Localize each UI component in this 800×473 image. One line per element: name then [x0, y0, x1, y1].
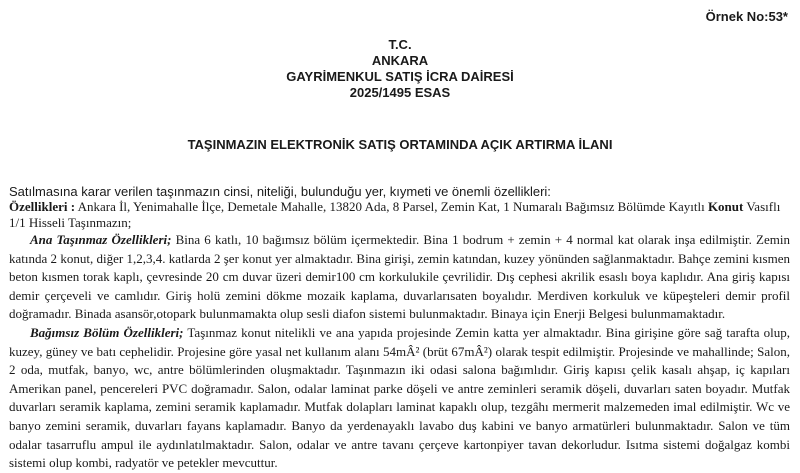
intro-text: Satılmasına karar verilen taşınmazın cinsi, niteliği, bulunduğu yer, kıymeti ve önemli özellikleri: — [9, 184, 551, 199]
header-city: ANKARA — [371, 53, 429, 68]
header-office: GAYRİMENKUL SATIŞ İCRA DAİRESİ — [286, 69, 514, 84]
features-label: Özellikleri : — [9, 199, 76, 214]
sample-number: Örnek No:53* — [705, 9, 788, 24]
features-text-after: Vasıflı 1/1 Hisseli Taşınmazın; — [9, 199, 781, 230]
unit-paragraph — [9, 324, 790, 473]
header-case-number: 2025/1495 ESAS — [349, 85, 451, 100]
unit-label: Bağımsız Bölüm Özellikleri; — [30, 324, 184, 340]
main-property-paragraph — [9, 231, 790, 324]
main-property-label: Ana Taşınmaz Özellikleri; — [30, 232, 172, 247]
features-text-before: Ankara İl, Yenimahalle İlçe, Demetale Mahalle, 13820 Ada, 8 Parsel, Zemin Kat, 1 Numaralı Bağımsız Bölümde Kayıtlı — [75, 199, 708, 214]
main-property-text: Bina 6 katlı, 10 bağımsız bölüm içermektedir. Bina 1 bodrum + zemin + 4 normal kat olarak inşa edilmiştir. Zemin katında 2 konut, diğer 1,2,3,4. katlarda 2 şer konut yer almaktadır. Bina girişi, zemin katından, kuzey yönünden sağlanmaktadır. Bahçe zemini kısmen beton kısmen torak kaplı, çevresinde 20 cm duvar üzeri demir100 cm korkulukile çevrilidir. Dış cephesi akrilik esaslı boya kaplıdır. Ana giriş kapısı demir çerçeveli ve camlıdır. Giriş holü zemini dökme mozaik kaplama, duvarlarısaten boyalıdır. Merdiven korkuluk ve küpeşteleri demir profil doğramadır. Binada asansör,otopark bulunmamakta olup sesli diafon sistemi bulunmaktadır. Binaya için Enerji Belgesi bulunmamaktadır. — [9, 232, 790, 322]
document-body — [9, 184, 790, 473]
document-header — [0, 37, 800, 101]
unit-text: Taşınmaz konut nitelikli ve ana yapıda projesinde Zemin katta yer almaktadır. Bina girişine göre sağ tarafta olup, kuzey, güney ve batı cephelidir. Projesine göre yasal net kullanım alanı 54mÂ² (brüt 67mÂ²) olarak tespit edilmiştir. Projesinde ve mahallinde; Salon, 2 oda, mutfak, banyo, wc, antre bölümlerinden oluşmaktadır. Taşınmazın iki odasi salona bağımlıdır. Giriş kapısı çelik kasalı ahşap, iç kapıları Amerikan panel, pencereleri PVC doğramadır. Salon, odalar laminat parke döşeli ve antre zeminleri seramik döşeli, duvarları saten boyadır. Mutfak duvarları seramik kaplama, zemini seramik kaplamadır. Mutfak dolapları laminat kapaklı olup, tezgâhı mermerit malzemeden imal edilmiştir. Wc ve banyo zemini seramik, duvarları fayans kaplamadır. Banyo da yerdenayaklı lavabo duş kabini ve banyo armatürleri bulunmaktadır. Salon ve tüm odalar tasarruflu ampul ile aydınlatılmaktadır. Salon, odalar ve antre tavanı çerçeve kartonpiyer tavan dekorludur. Isıtma sistemi doğalgaz kombi sistemi olup kombi, radyatör ve petekler mevcuttur. — [9, 324, 790, 471]
features-paragraph — [9, 199, 790, 231]
features-bold-word: Konut — [707, 199, 744, 214]
header-country: T.C. — [388, 37, 412, 52]
document-title: TAŞINMAZIN ELEKTRONİK SATIŞ ORTAMINDA AÇIK ARTIRMA İLANI — [187, 137, 613, 152]
